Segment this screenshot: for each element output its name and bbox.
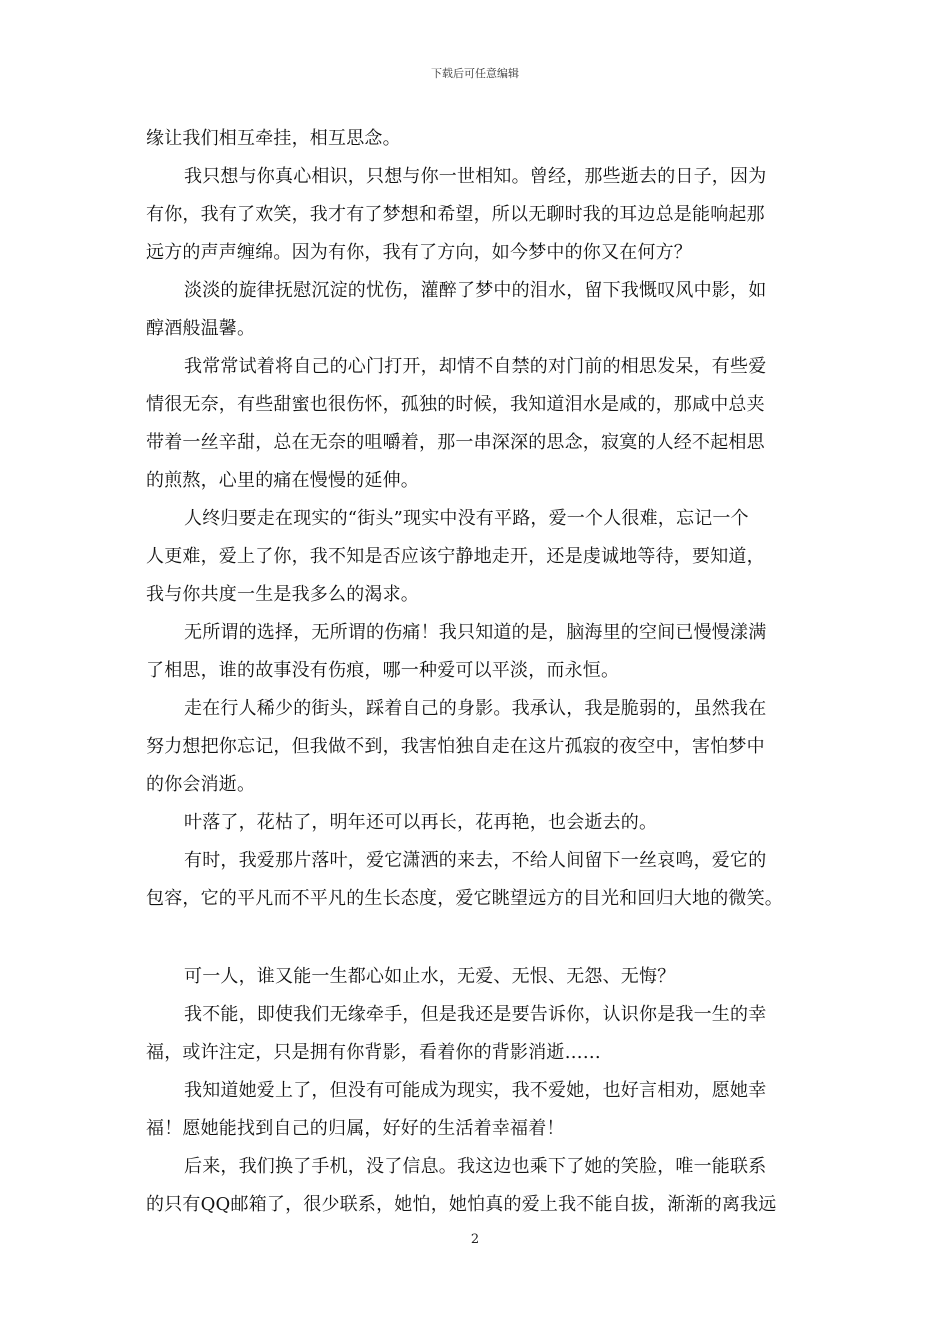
paragraph-line: 叶落了，花枯了，明年还可以再长，花再艳，也会逝去的。 xyxy=(184,812,658,833)
paragraph-line: 有你，我有了欢笑，我才有了梦想和希望，所以无聊时我的耳边总是能响起那 xyxy=(146,204,765,225)
paragraph-line: 福！愿她能找到自己的归属，好好的生活着幸福着！ xyxy=(146,1118,565,1139)
paragraph-line: 醇酒般温馨。 xyxy=(146,318,256,339)
paragraph-line: 后来，我们换了手机，没了信息。我这边也乘下了她的笑脸，唯一能联系 xyxy=(184,1156,767,1177)
paragraph-line: 远方的声声缠绵。因为有你，我有了方向，如今梦中的你又在何方？ xyxy=(146,242,692,263)
paragraph-line: 人更难，爱上了你，我不知是否应该宁静地走开，还是虔诚地等待，要知道， xyxy=(146,546,765,567)
paragraph-line: 我知道她爱上了，但没有可能成为现实，我不爱她，也好言相劝，愿她幸 xyxy=(184,1080,767,1101)
paragraph-gap xyxy=(146,918,816,958)
paragraph-line: 走在行人稀少的街头，踩着自己的身影。我承认，我是脆弱的，虽然我在 xyxy=(184,698,767,719)
paragraph-line: 包容，它的平凡而不平凡的生长态度，爱它眺望远方的目光和回归大地的微笑。 xyxy=(146,888,783,909)
paragraph-line: 我只想与你真心相识，只想与你一世相知。曾经，那些逝去的日子，因为 xyxy=(184,166,767,187)
paragraph-line: 带着一丝辛甜，总在无奈的咀嚼着，那一串深深的思念，寂寞的人经不起相思 xyxy=(146,432,765,453)
paragraph-line: 我不能，即使我们无缘牵手，但是我还是要告诉你，认识你是我一生的幸 xyxy=(184,1004,767,1025)
page-number: 2 xyxy=(470,1232,480,1247)
paragraph-line: 我与你共度一生是我多么的渴求。 xyxy=(146,584,419,605)
paragraph-line: 我常常试着将自己的心门打开，却情不自禁的对门前的相思发呆，有些爱 xyxy=(184,356,767,377)
paragraph-line: 有时，我爱那片落叶，爱它潇洒的来去，不给人间留下一丝哀鸣，爱它的 xyxy=(184,850,767,871)
paragraph-line: 的煎熬，心里的痛在慢慢的延伸。 xyxy=(146,470,419,491)
page-header: 下载后可任意编辑 xyxy=(431,67,519,80)
paragraph-line: 了相思，谁的故事没有伤痕，哪一种爱可以平淡，而永恒。 xyxy=(146,660,620,681)
paragraph-line: 努力想把你忘记，但我做不到，我害怕独自走在这片孤寂的夜空中，害怕梦中 xyxy=(146,736,765,757)
paragraph-line: 无所谓的选择，无所谓的伤痛！我只知道的是，脑海里的空间已慢慢漾满 xyxy=(184,622,767,643)
paragraph-line: 的你会消逝。 xyxy=(146,774,256,795)
paragraph-line: 淡淡的旋律抚慰沉淀的忧伤，灌醉了梦中的泪水，留下我慨叹风中影，如 xyxy=(184,280,767,301)
paragraph-line: 的只有QQ邮箱了，很少联系，她怕，她怕真的爱上我不能自拔，渐渐的离我远 xyxy=(146,1194,777,1215)
paragraph-line: 福，或许注定，只是拥有你背影，看着你的背影消逝…… xyxy=(146,1042,601,1063)
paragraph-line: 缘让我们相互牵挂，相互思念。 xyxy=(146,128,401,149)
paragraph-line: 情很无奈，有些甜蜜也很伤怀，孤独的时候，我知道泪水是咸的，那咸中总夹 xyxy=(146,394,765,415)
document-body xyxy=(146,120,816,1224)
paragraph-line: 可一人，谁又能一生都心如止水，无爱、无恨、无怨、无悔？ xyxy=(184,966,676,987)
paragraph-line: 人终归要走在现实的“街头”现实中没有平路，爱一个人很难，忘记一个 xyxy=(184,508,749,529)
